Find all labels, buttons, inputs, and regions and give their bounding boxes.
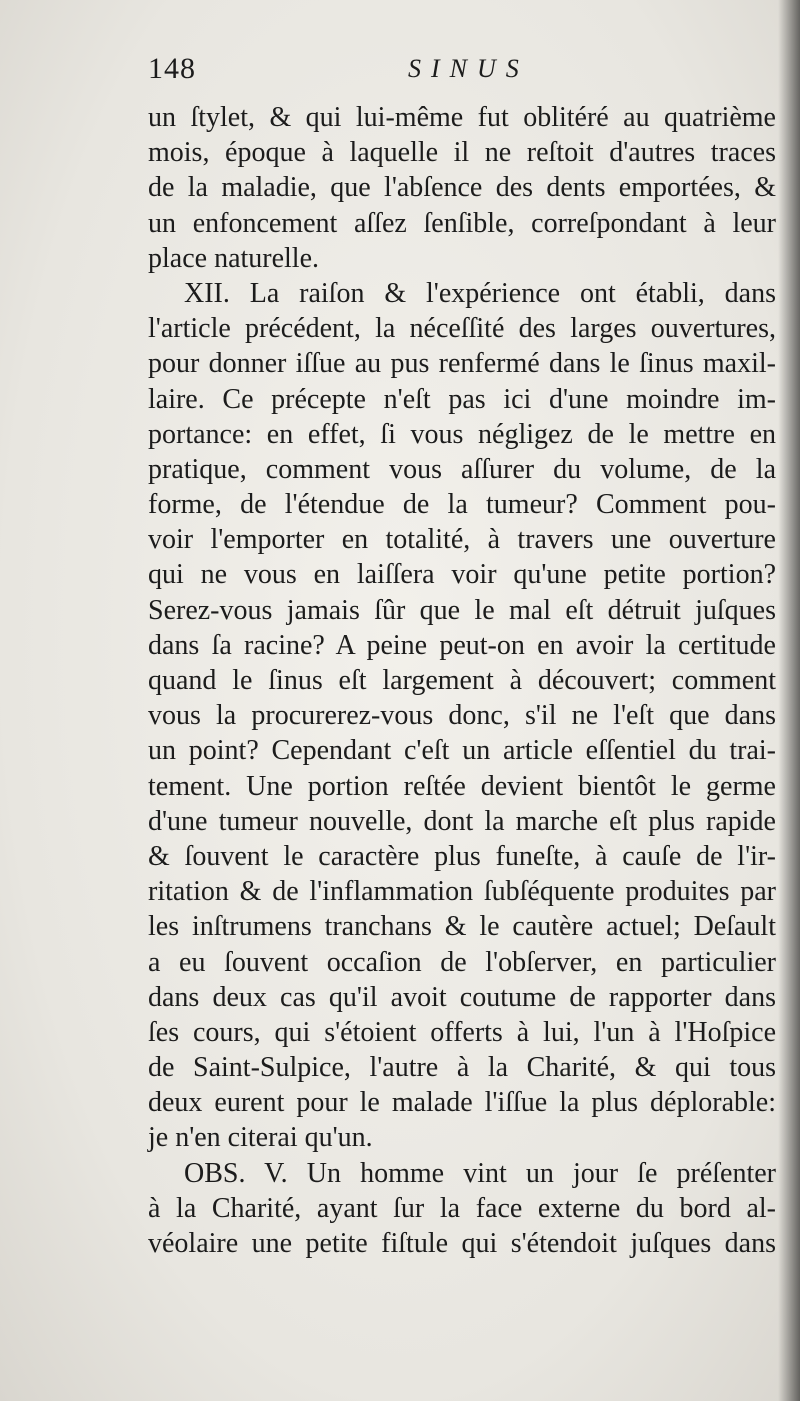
text-line: portance: en effet, ſi vous négligez de le mettre en bbox=[148, 418, 776, 450]
text-line: dans ſa racine? A peine peut-on en avoir la certitude bbox=[148, 629, 776, 661]
text-line: les inſtrumens tranchans & le cautère actuel; Deſault bbox=[148, 911, 776, 943]
text-line: je n'en citerai qu'un. bbox=[148, 1122, 373, 1154]
text-line: quand le ſinus eſt largement à découvert; comment bbox=[148, 665, 776, 696]
running-title: SINUS bbox=[408, 54, 529, 83]
running-head bbox=[148, 52, 768, 92]
text-line: à la Charité, ayant ſur la face externe du bord al- bbox=[148, 1192, 776, 1224]
text-line: voir l'emporter en totalité, à travers une ouverture bbox=[148, 524, 776, 556]
text-line: l'article précédent, la néceſſité des larges ouvertures, bbox=[148, 313, 776, 345]
page-number: 148 bbox=[148, 52, 196, 85]
text-line: place naturelle. bbox=[148, 242, 320, 274]
text-line: un ſtylet, & qui lui-même fut oblitéré au quatrième bbox=[148, 102, 776, 133]
text-line: OBS. V. Un homme vint un jour ſe préſenter bbox=[184, 1157, 776, 1189]
text-line: d'une tumeur nouvelle, dont la marche eſt plus rapide bbox=[148, 805, 776, 837]
text-line: deux eurent pour le malade l'iſſue la plus déplorable: bbox=[148, 1087, 776, 1119]
text-line: de la maladie, que l'abſence des dents emportées, & bbox=[148, 172, 776, 204]
text-line: de Saint-Sulpice, l'autre à la Charité, & qui tous bbox=[148, 1052, 776, 1084]
text-line: vous la procurerez-vous donc, s'il ne l'eſt que dans bbox=[148, 700, 776, 732]
text-line: tement. Une portion reſtée devient bientôt le germe bbox=[148, 770, 776, 802]
text-line: Serez-vous jamais ſûr que le mal eſt détruit juſques bbox=[148, 594, 776, 626]
text-line: ſes cours, qui s'étoient offerts à lui, l'un à l'Hoſpice bbox=[148, 1016, 776, 1048]
text-line: pour donner iſſue au pus renfermé dans le ſinus maxil- bbox=[148, 348, 776, 380]
body-text bbox=[148, 100, 776, 1261]
text-line: dans deux cas qu'il avoit coutume de rapporter dans bbox=[148, 981, 776, 1013]
text-line: qui ne vous en laiſſera voir qu'une petite portion? bbox=[148, 559, 776, 591]
page-edge-shadow bbox=[778, 0, 800, 1401]
text-line: forme, de l'étendue de la tumeur? Comment pou- bbox=[148, 489, 776, 521]
text-line: mois, époque à laquelle il ne reſtoit d'autres traces bbox=[148, 137, 776, 169]
text-line: laire. Ce précepte n'eſt pas ici d'une moindre im- bbox=[148, 383, 776, 415]
text-line: & ſouvent le caractère plus funeſte, à cauſe de l'ir- bbox=[148, 840, 776, 872]
text-line: un enfoncement aſſez ſenſible, correſpondant à leur bbox=[148, 207, 776, 239]
text-line: XII. La raiſon & l'expérience ont établi, dans bbox=[184, 277, 776, 309]
text-line: un point? Cependant c'eſt un article eſſentiel du trai- bbox=[148, 735, 776, 767]
text-line: a eu ſouvent occaſion de l'obſerver, en particulier bbox=[148, 946, 776, 978]
text-line: pratique, comment vous aſſurer du volume, de la bbox=[148, 453, 776, 485]
text-line: véolaire une petite fiſtule qui s'étendoit juſques dans bbox=[148, 1228, 776, 1259]
text-line: ritation & de l'inflammation ſubſéquente produites par bbox=[148, 876, 776, 908]
